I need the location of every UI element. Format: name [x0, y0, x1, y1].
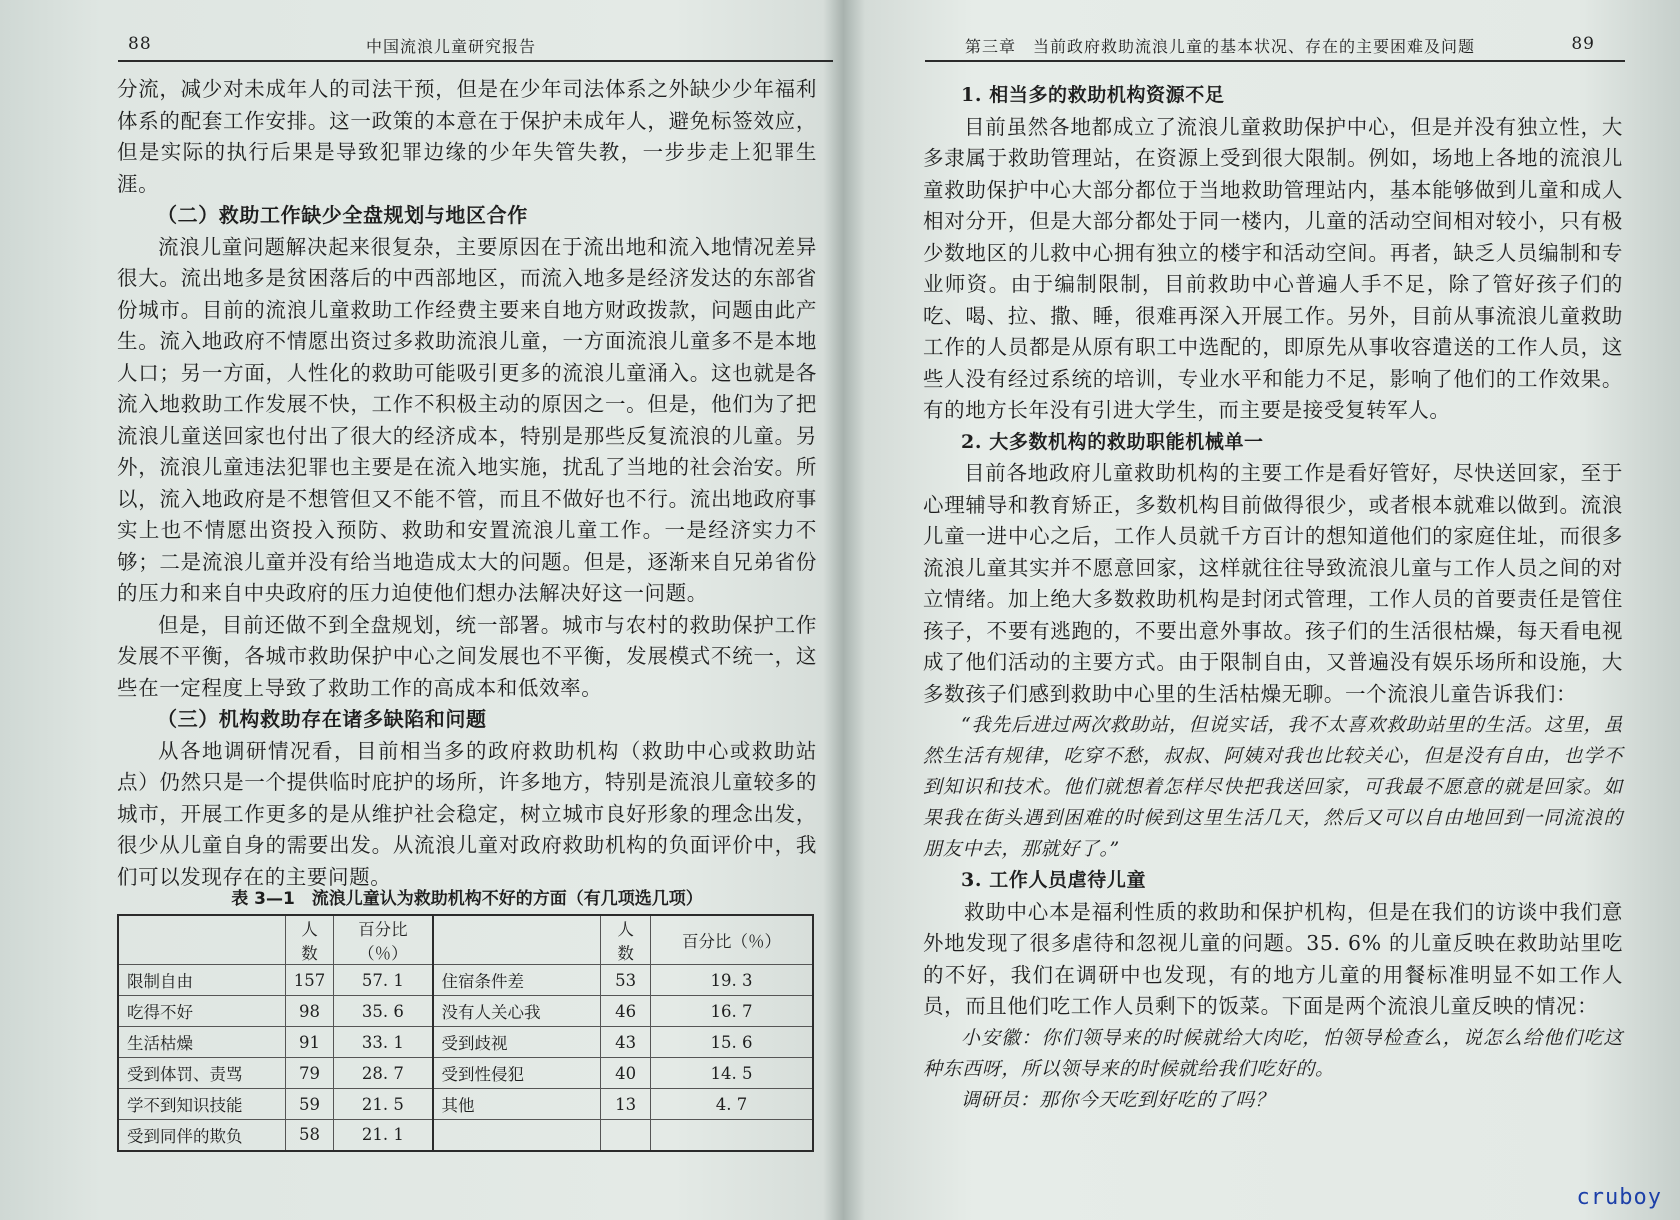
table-cell — [433, 1120, 601, 1151]
table-cell: 没有人关心我 — [433, 996, 601, 1027]
right-page — [845, 0, 1680, 1220]
table-cell: 46 — [601, 996, 651, 1027]
table-cell: 学不到知识技能 — [118, 1089, 285, 1120]
paragraph: 分流，减少对未成年人的司法干预，但是在少年司法体系之外缺少少年福利体系的配套工作安排。这一政策的本意在于保护未成年人，避免标签效应，但是实际的执行后果是导致犯罪边缘的少年失管失教，一步步走上犯罪生涯。 — [117, 77, 817, 196]
subsection-heading: 2. 大多数机构的救助职能机械单一 — [961, 430, 1264, 453]
table-row — [118, 965, 813, 996]
table-cell: 吃得不好 — [118, 996, 285, 1027]
paragraph: 但是，目前还做不到全盘规划，统一部署。城市与农村的救助保护工作发展不平衡，各城市救助保护中心之间发展也不平衡，发展模式不统一，这些在一定程度上导致了救助工作的高成本和低效率。 — [117, 612, 817, 700]
table-cell: 19. 3 — [651, 965, 813, 996]
table-cell: 4. 7 — [651, 1089, 813, 1120]
table-cell: 14. 5 — [651, 1058, 813, 1089]
table-cell: 21. 5 — [334, 1089, 433, 1120]
paragraph: 目前各地政府儿童救助机构的主要工作是看好管好，尽快送回家，至于心理辅导和教育矫正，多数机构目前做得很少，或者根本就难以做到。流浪儿童一进中心之后，工作人员就千方百计的想知道他们的家庭住址，而很多流浪儿童其实并不愿意回家，这样就往往导致流浪儿童与工作人员之间的对立情绪。加上绝大多数救助机构是封闭式管理，工作人员的首要责任是管住孩子，不要有逃跑的，不要出意外事故。孩子们的生活很枯燥，每天看电视成了他们活动的主要方式。由于限制自由，又普遍没有娱乐场所和设施，大多数孩子们感到救助中心里的生活枯燥无聊。一个流浪儿童告诉我们： — [923, 461, 1623, 706]
table-cell: 受到体罚、责骂 — [118, 1058, 285, 1089]
subsection-heading: 3. 工作人员虐待儿童 — [961, 869, 1147, 891]
paragraph: 目前虽然各地都成立了流浪儿童救助保护中心，但是并没有独立性，大多隶属于救助管理站，在资源上受到很大限制。例如，场地上各地的流浪儿童救助保护中心大部分都位于当地救助管理站内，基本能够做到儿童和成人相对分开，但是大部分都处于同一楼内，儿童的活动空间相对较小，只有极少数地区的儿救中心拥有独立的楼宇和活动空间。再者，缺乏人员编制和专业师资。由于编制限制，目前救助中心普遍人手不足，除了管好孩子们的吃、喝、拉、撒、睡，很难再深入开展工作。另外，目前从事流浪儿童救助工作的人员都是从原有职工中选配的，即原先从事收容遣送的工作人员，这些人没有经过系统的培训，专业水平和能力不足，影响了他们的工作效果。有的地方长年没有引进大学生，而主要是接受复转军人。 — [923, 114, 1623, 422]
table-row — [118, 996, 813, 1027]
page-number: 88 — [128, 34, 152, 54]
table-cell: 33. 1 — [334, 1027, 433, 1058]
header-rule — [925, 60, 1625, 62]
table-header-cell — [433, 915, 601, 965]
table-row — [118, 1120, 813, 1151]
table-cell: 40 — [601, 1058, 651, 1089]
table-header-cell: 人数 — [601, 915, 651, 965]
table-cell: 其他 — [433, 1089, 601, 1120]
table-cell: 受到同伴的欺负 — [118, 1120, 285, 1151]
section-heading: （二）救助工作缺少全盘规划与地区合作 — [157, 203, 528, 227]
table-cell — [601, 1120, 651, 1151]
table-cell: 91 — [285, 1027, 334, 1058]
quotation: “我先后进过两次救助站，但说实话，我不太喜欢救助站里的生活。这里，虽然生活有规律，吃穿不愁，叔叔、阿姨对我也比较关心，但是没有自由，也学不到知识和技术。他们就想着怎样尽快把我送回家，可我最不愿意的就是回家。如果我在街头遇到困难的时候到这里生活几天，然后又可以自由地回到一同流浪的朋友中去，那就好了。” — [923, 714, 1623, 860]
table-cell: 15. 6 — [651, 1027, 813, 1058]
table-cell: 13 — [601, 1089, 651, 1120]
table-cell: 59 — [285, 1089, 334, 1120]
dialogue-line: 小安徽：你们领导来的时候就给大肉吃，怕领导检查么，说怎么给他们吃这种东西呀，所以领导来的时候就给我们吃好的。 — [923, 1026, 1623, 1080]
left-page — [0, 0, 835, 1220]
table-caption: 表 3—1 流浪儿童认为救助机构不好的方面（有几项选几项） — [231, 889, 703, 909]
survey-table — [117, 914, 814, 1152]
section-heading: （三）机构救助存在诸多缺陷和问题 — [157, 707, 487, 731]
table-cell: 住宿条件差 — [433, 965, 601, 996]
dialogue-line: 调研员：那你今天吃到好吃的了吗？ — [961, 1088, 1275, 1111]
table-cell: 57. 1 — [334, 965, 433, 996]
left-body-text — [117, 74, 817, 893]
table-cell: 16. 7 — [651, 996, 813, 1027]
table-cell: 生活枯燥 — [118, 1027, 285, 1058]
table-row — [118, 1027, 813, 1058]
table-cell: 受到性侵犯 — [433, 1058, 601, 1089]
chapter-title: 第三章 当前政府救助流浪儿童的基本状况、存在的主要困难及问题 — [965, 37, 1476, 56]
table-header-cell: 人数 — [285, 915, 334, 965]
running-head-left — [118, 30, 833, 62]
table-cell — [651, 1120, 813, 1151]
table-cell: 79 — [285, 1058, 334, 1089]
paragraph: 救助中心本是福利性质的救助和保护机构，但是在我们的访谈中我们意外地发现了很多虐待和忽视儿童的问题。35. 6% 的儿童反映在救助站里吃的不好，我们在调研中也发现，有的地方儿童的用餐标准明显不如工作人员，而且他们吃工作人员剩下的饭菜。下面是两个流浪儿童反映的情况： — [923, 899, 1623, 1018]
table-cell: 157 — [285, 965, 334, 996]
subsection-heading: 1. 相当多的救助机构资源不足 — [961, 84, 1225, 106]
table-cell: 35. 6 — [334, 996, 433, 1027]
table-header-cell: 百分比（％） — [651, 915, 813, 965]
table-header-cell — [118, 915, 285, 965]
table-row — [118, 1058, 813, 1089]
right-body-text — [923, 80, 1623, 1116]
book-title: 中国流浪儿童研究报告 — [366, 37, 537, 56]
table-cell: 限制自由 — [118, 965, 285, 996]
header-rule — [118, 60, 833, 62]
watermark: cruboy — [1576, 1185, 1662, 1210]
table-cell: 28. 7 — [334, 1058, 433, 1089]
paragraph: 从各地调研情况看，目前相当多的政府救助机构（救助中心或救助站点）仍然只是一个提供临时庇护的场所，许多地方，特别是流浪儿童较多的城市，开展工作更多的是从维护社会稳定，树立城市良好形象的理念出发，很少从儿童自身的需要出发。从流浪儿童对政府救助机构的负面评价中，我们可以发现存在的主要问题。 — [117, 738, 817, 889]
table-cell: 98 — [285, 996, 334, 1027]
table-cell: 53 — [601, 965, 651, 996]
table-cell: 21. 1 — [334, 1120, 433, 1151]
table-cell: 58 — [285, 1120, 334, 1151]
table-cell: 受到歧视 — [433, 1027, 601, 1058]
table-cell: 43 — [601, 1027, 651, 1058]
table-header-row — [118, 915, 813, 965]
paragraph: 流浪儿童问题解决起来很复杂，主要原因在于流出地和流入地情况差异很大。流出地多是贫困落后的中西部地区，而流入地多是经济发达的东部省份城市。目前的流浪儿童救助工作经费主要来自地方财政拨款，问题由此产生。流入地政府不情愿出资过多救助流浪儿童，一方面流浪儿童多不是本地人口；另一方面，人性化的救助可能吸引更多的流浪儿童涌入。这也就是各流入地救助工作发展不快，工作不积极主动的原因之一。但是，他们为了把流浪儿童送回家也付出了很大的经济成本，特别是那些反复流浪的儿童。另外，流浪儿童违法犯罪也主要是在流入地实施，扰乱了当地的社会治安。所以，流入地政府是不想管但又不能不管，而且不做好也不行。流出地政府事实上也不情愿出资投入预防、救助和安置流浪儿童工作。一是经济实力不够；二是流浪儿童并没有给当地造成太大的问题。但是，逐渐来自兄弟省份的压力和来自中央政府的压力迫使他们想办法解决好这一问题。 — [117, 234, 817, 605]
table-header-cell: 百分比（％） — [334, 915, 433, 965]
page-number: 89 — [1571, 34, 1595, 54]
running-head-right — [925, 30, 1625, 62]
table-row — [118, 1089, 813, 1120]
